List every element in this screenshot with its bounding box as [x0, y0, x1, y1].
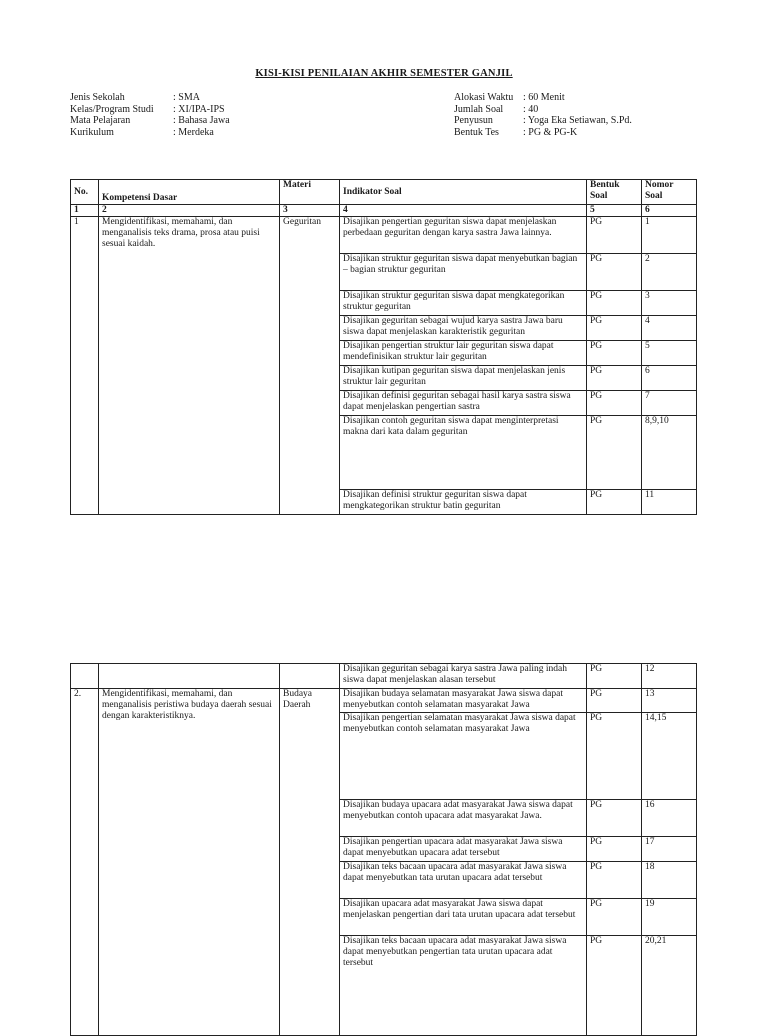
nomor-cell: 13 [642, 689, 697, 713]
indikator-cell: Disajikan teks bacaan upacara adat masyarakat Jawa siswa dapat menyebutkan tata urutan upacara adat tersebut [340, 862, 587, 899]
nomor-cell: 4 [642, 316, 697, 341]
header-nomor-soal: Nomor Soal [642, 180, 697, 205]
info-row-penyusun [454, 115, 632, 127]
materi-cell [280, 664, 340, 689]
column-number: 6 [642, 205, 697, 217]
column-number: 4 [340, 205, 587, 217]
info-value: : Yoga Eka Setiawan, S.Pd. [523, 115, 632, 126]
info-label: Bentuk Tes [454, 126, 499, 138]
row-number: 2. [71, 689, 99, 1036]
bentuk-cell: PG [587, 490, 642, 515]
indikator-cell: Disajikan pengertian upacara adat masyarakat Jawa siswa dapat menyebutkan upacara adat tersebut [340, 837, 587, 862]
info-value: : PG & PG-K [523, 126, 578, 138]
kisi-kisi-table-page-1 [70, 179, 697, 515]
nomor-cell: 17 [642, 837, 697, 862]
bentuk-cell: PG [587, 391, 642, 416]
bentuk-cell: PG [587, 899, 642, 936]
indikator-cell: Disajikan teks bacaan upacara adat masyarakat Jawa siswa dapat menyebutkan pengertian tata urutan upacara adat tersebut [340, 936, 587, 1036]
info-value: : 60 Menit [523, 92, 565, 103]
nomor-cell: 1 [642, 217, 697, 254]
info-row-jenis-sekolah [70, 92, 230, 104]
indikator-cell: Disajikan budaya upacara adat masyarakat Jawa siswa dapat menyebutkan contoh upacara adat masyarakat Jawa. [340, 800, 587, 837]
indikator-cell: Disajikan kutipan geguritan siswa dapat menjelaskan jenis struktur lair geguritan [340, 366, 587, 391]
nomor-cell: 5 [642, 341, 697, 366]
bentuk-cell: PG [587, 217, 642, 254]
indikator-cell: Disajikan geguritan sebagai wujud karya sastra Jawa baru siswa dapat menjelaskan karakteristik geguritan [340, 316, 587, 341]
nomor-cell: 19 [642, 899, 697, 936]
document-title: KISI-KISI PENILAIAN AKHIR SEMESTER GANJIL [255, 68, 513, 79]
header-row [71, 180, 697, 205]
materi-cell: Geguritan [280, 217, 340, 515]
info-row-bentuk-tes [454, 127, 632, 139]
materi-cell: Budaya Daerah [280, 689, 340, 1036]
row-number [71, 664, 99, 689]
info-row-alokasi-waktu [454, 92, 632, 104]
indikator-cell: Disajikan definisi struktur geguritan siswa dapat mengkategorikan struktur batin geguritan [340, 490, 587, 515]
table-row [71, 664, 697, 689]
bentuk-cell: PG [587, 837, 642, 862]
info-right [454, 92, 632, 138]
info-value: : Bahasa Jawa [173, 115, 230, 126]
header-no: No. [71, 180, 99, 205]
nomor-cell: 7 [642, 391, 697, 416]
column-number: 2 [99, 205, 280, 217]
bentuk-cell: PG [587, 291, 642, 316]
indikator-cell: Disajikan struktur geguritan siswa dapat menyebutkan bagian – bagian struktur geguritan [340, 254, 587, 291]
bentuk-cell: PG [587, 862, 642, 899]
kompetensi-dasar-cell: Mengidentifikasi, memahami, dan menganalisis teks drama, prosa atau puisi sesuai kaidah. [99, 217, 280, 515]
kisi-kisi-table-page-2 [70, 663, 697, 1036]
bentuk-cell: PG [587, 366, 642, 391]
bentuk-cell: PG [587, 800, 642, 837]
info-value: : Merdeka [173, 126, 214, 138]
info-row-mata-pelajaran [70, 115, 230, 127]
indikator-cell: Disajikan pengertian selamatan masyarakat Jawa siswa dapat menyebutkan contoh selamatan masyarakat Jawa [340, 713, 587, 800]
nomor-cell: 12 [642, 664, 697, 689]
bentuk-cell: PG [587, 713, 642, 800]
header-kompetensi-dasar: Kompetensi Dasar [99, 180, 280, 205]
info-value: : SMA [173, 92, 200, 103]
info-row-kurikulum [70, 127, 230, 139]
bentuk-cell: PG [587, 341, 642, 366]
indikator-cell: Disajikan budaya selamatan masyarakat Jawa siswa dapat menyebutkan contoh selamatan masyarakat Jawa [340, 689, 587, 713]
kompetensi-dasar-cell [99, 664, 280, 689]
bentuk-cell: PG [587, 936, 642, 1036]
nomor-cell: 6 [642, 366, 697, 391]
nomor-cell: 20,21 [642, 936, 697, 1036]
info-left [70, 92, 230, 138]
row-number: 1 [71, 217, 99, 515]
info-label: Penyusun [454, 115, 493, 126]
nomor-cell: 16 [642, 800, 697, 837]
info-label: Kelas/Program Studi [70, 103, 154, 115]
indikator-cell: Disajikan struktur geguritan siswa dapat mengkategorikan struktur geguritan [340, 291, 587, 316]
info-value: : XI/IPA-IPS [173, 103, 225, 115]
indikator-cell: Disajikan contoh geguritan siswa dapat menginterpretasi makna dari kata dalam geguritan [340, 416, 587, 490]
table-row [71, 689, 697, 713]
bentuk-cell: PG [587, 254, 642, 291]
nomor-cell: 8,9,10 [642, 416, 697, 490]
indikator-cell: Disajikan pengertian geguritan siswa dapat menjelaskan perbedaan geguritan dengan karya sastra Jawa lainnya. [340, 217, 587, 254]
bentuk-cell: PG [587, 316, 642, 341]
nomor-cell: 18 [642, 862, 697, 899]
table-row [71, 217, 697, 254]
info-label: Mata Pelajaran [70, 115, 131, 126]
header-bentuk-soal: Bentuk Soal [587, 180, 642, 205]
kompetensi-dasar-cell: Mengidentifikasi, memahami, dan menganalisis peristiwa budaya daerah sesuai dengan karakteristiknya. [99, 689, 280, 1036]
info-label: Alokasi Waktu [454, 92, 514, 103]
info-label: Jumlah Soal [454, 103, 504, 115]
bentuk-cell: PG [587, 664, 642, 689]
nomor-cell: 2 [642, 254, 697, 291]
nomor-cell: 14,15 [642, 713, 697, 800]
info-row-kelas [70, 104, 230, 116]
column-number: 5 [587, 205, 642, 217]
info-label: Kurikulum [70, 126, 114, 138]
nomor-cell: 11 [642, 490, 697, 515]
column-number-row [71, 205, 697, 217]
header-indikator-soal: Indikator Soal [340, 180, 587, 205]
column-number: 3 [280, 205, 340, 217]
nomor-cell: 3 [642, 291, 697, 316]
indikator-cell: Disajikan definisi geguritan sebagai hasil karya sastra siswa dapat menjelaskan pengertian sastra [340, 391, 587, 416]
column-number: 1 [71, 205, 99, 217]
info-row-jumlah-soal [454, 104, 632, 116]
bentuk-cell: PG [587, 416, 642, 490]
bentuk-cell: PG [587, 689, 642, 713]
info-value: : 40 [523, 103, 539, 115]
info-label: Jenis Sekolah [70, 92, 125, 103]
indikator-cell: Disajikan geguritan sebagai karya sastra Jawa paling indah siswa dapat menjelaskan alasan tersebut [340, 664, 587, 689]
indikator-cell: Disajikan upacara adat masyarakat Jawa siswa dapat menjelaskan pengertian dari tata urutan upacara adat tersebut [340, 899, 587, 936]
header-materi: Materi [280, 180, 340, 205]
indikator-cell: Disajikan pengertian struktur lair geguritan siswa dapat mendefinisikan struktur lair geguritan [340, 341, 587, 366]
